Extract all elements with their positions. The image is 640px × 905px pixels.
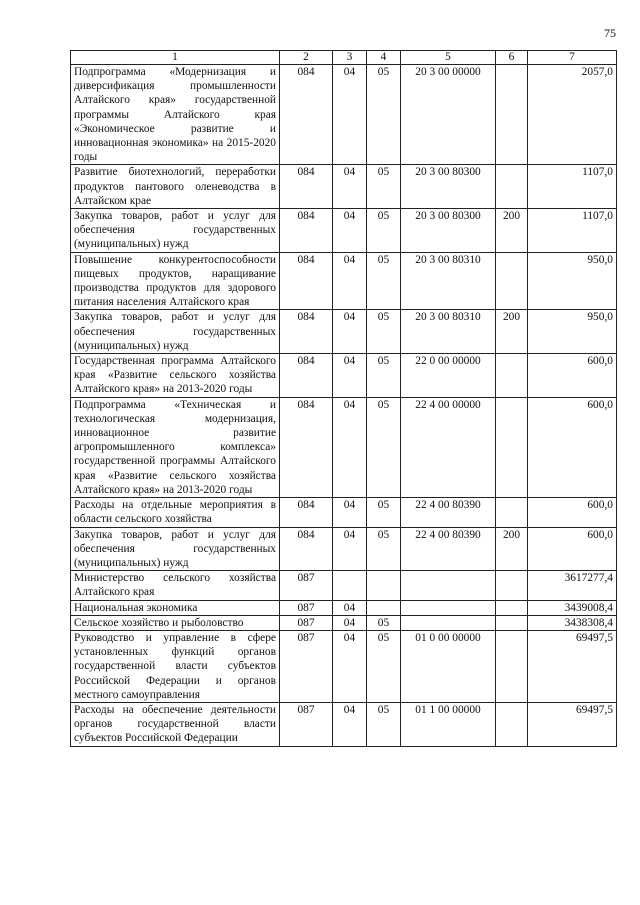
header-cell: 1 xyxy=(71,51,280,65)
target-article-cell xyxy=(401,615,496,630)
amount-cell: 600,0 xyxy=(528,527,617,571)
row-name-cell: Государственная программа Алтайского края «Развитие сельского хозяйства Алтайского края» на 2013-2020 годы xyxy=(71,354,280,398)
row-name-cell: Расходы на отдельные мероприятия в области сельского хозяйства xyxy=(71,498,280,527)
subsection-cell: 05 xyxy=(367,310,401,354)
amount-cell: 1107,0 xyxy=(528,209,617,253)
amount-cell: 3439008,4 xyxy=(528,600,617,615)
table-row xyxy=(71,252,617,310)
subsection-cell xyxy=(367,571,401,600)
ministry-code-cell: 087 xyxy=(280,571,333,600)
header-cell: 6 xyxy=(496,51,528,65)
page-number: 75 xyxy=(604,26,616,40)
expense-type-cell xyxy=(496,65,528,165)
amount-cell: 600,0 xyxy=(528,397,617,497)
target-article-cell: 22 4 00 80390 xyxy=(401,498,496,527)
target-article-cell: 01 1 00 00000 xyxy=(401,702,496,746)
section-cell: 04 xyxy=(333,354,367,398)
row-name-cell: Руководство и управление в сфере установленных функций органов государственной власти субъектов Российской Федерации и органов местного самоуправления xyxy=(71,630,280,702)
expense-type-cell: 200 xyxy=(496,310,528,354)
expense-type-cell xyxy=(496,165,528,209)
ministry-code-cell: 084 xyxy=(280,354,333,398)
section-cell: 04 xyxy=(333,65,367,165)
section-cell: 04 xyxy=(333,527,367,571)
subsection-cell: 05 xyxy=(367,165,401,209)
row-name-cell: Сельское хозяйство и рыболовство xyxy=(71,615,280,630)
table-row xyxy=(71,615,617,630)
section-cell xyxy=(333,571,367,600)
ministry-code-cell: 084 xyxy=(280,165,333,209)
target-article-cell: 22 0 00 00000 xyxy=(401,354,496,398)
ministry-code-cell: 084 xyxy=(280,252,333,310)
ministry-code-cell: 084 xyxy=(280,397,333,497)
section-cell: 04 xyxy=(333,615,367,630)
section-cell: 04 xyxy=(333,252,367,310)
subsection-cell: 05 xyxy=(367,354,401,398)
amount-cell: 3617277,4 xyxy=(528,571,617,600)
header-row xyxy=(71,51,617,65)
table-row xyxy=(71,630,617,702)
row-name-cell: Развитие биотехнологий, переработки продуктов пантового оленеводства в Алтайском крае xyxy=(71,165,280,209)
expense-type-cell xyxy=(496,630,528,702)
section-cell: 04 xyxy=(333,209,367,253)
table-row xyxy=(71,65,617,165)
amount-cell: 950,0 xyxy=(528,310,617,354)
ministry-code-cell: 087 xyxy=(280,600,333,615)
target-article-cell: 20 3 00 00000 xyxy=(401,65,496,165)
amount-cell: 3438308,4 xyxy=(528,615,617,630)
amount-cell: 600,0 xyxy=(528,498,617,527)
expense-type-cell xyxy=(496,571,528,600)
section-cell: 04 xyxy=(333,397,367,497)
subsection-cell: 05 xyxy=(367,527,401,571)
target-article-cell: 22 4 00 80390 xyxy=(401,527,496,571)
ministry-code-cell: 087 xyxy=(280,702,333,746)
budget-table xyxy=(70,50,617,747)
target-article-cell: 01 0 00 00000 xyxy=(401,630,496,702)
header-cell: 5 xyxy=(401,51,496,65)
target-article-cell xyxy=(401,571,496,600)
expense-type-cell xyxy=(496,354,528,398)
ministry-code-cell: 084 xyxy=(280,527,333,571)
section-cell: 04 xyxy=(333,165,367,209)
ministry-code-cell: 087 xyxy=(280,630,333,702)
amount-cell: 2057,0 xyxy=(528,65,617,165)
amount-cell: 600,0 xyxy=(528,354,617,398)
table-row xyxy=(71,397,617,497)
row-name-cell: Закупка товаров, работ и услуг для обеспечения государственных (муниципальных) нужд xyxy=(71,310,280,354)
expense-type-cell xyxy=(496,397,528,497)
section-cell: 04 xyxy=(333,702,367,746)
ministry-code-cell: 084 xyxy=(280,65,333,165)
subsection-cell: 05 xyxy=(367,615,401,630)
expense-type-cell xyxy=(496,498,528,527)
target-article-cell xyxy=(401,600,496,615)
ministry-code-cell: 087 xyxy=(280,615,333,630)
expense-type-cell xyxy=(496,615,528,630)
header-cell: 3 xyxy=(333,51,367,65)
table-row xyxy=(71,702,617,746)
table-row xyxy=(71,600,617,615)
amount-cell: 69497,5 xyxy=(528,630,617,702)
subsection-cell: 05 xyxy=(367,209,401,253)
table-row xyxy=(71,498,617,527)
amount-cell: 1107,0 xyxy=(528,165,617,209)
table-row xyxy=(71,310,617,354)
row-name-cell: Подпрограмма «Техническая и технологическая модернизация, инновационное развитие агропромышленного комплекса» государственной программы Алтайского края «Развитие сельского хозяйства Алтайского края» на 2013-2020 годы xyxy=(71,397,280,497)
section-cell: 04 xyxy=(333,310,367,354)
ministry-code-cell: 084 xyxy=(280,310,333,354)
section-cell: 04 xyxy=(333,498,367,527)
expense-type-cell: 200 xyxy=(496,527,528,571)
expense-type-cell xyxy=(496,702,528,746)
expense-type-cell xyxy=(496,600,528,615)
subsection-cell: 05 xyxy=(367,65,401,165)
target-article-cell: 20 3 00 80300 xyxy=(401,209,496,253)
row-name-cell: Повышение конкурентоспособности пищевых продуктов, наращивание производства продуктов для здорового питания населения Алтайского края xyxy=(71,252,280,310)
header-cell: 2 xyxy=(280,51,333,65)
subsection-cell: 05 xyxy=(367,252,401,310)
table-row xyxy=(71,209,617,253)
table-row xyxy=(71,571,617,600)
target-article-cell: 22 4 00 00000 xyxy=(401,397,496,497)
subsection-cell: 05 xyxy=(367,702,401,746)
section-cell: 04 xyxy=(333,600,367,615)
amount-cell: 950,0 xyxy=(528,252,617,310)
table-row xyxy=(71,354,617,398)
row-name-cell: Подпрограмма «Модернизация и диверсификация промышленности Алтайского края» государственной программы Алтайского края «Экономическое развитие и инновационная экономика» на 2015-2020 годы xyxy=(71,65,280,165)
header-cell: 4 xyxy=(367,51,401,65)
section-cell: 04 xyxy=(333,630,367,702)
row-name-cell: Расходы на обеспечение деятельности органов государственной власти субъектов Российской Федерации xyxy=(71,702,280,746)
subsection-cell: 05 xyxy=(367,630,401,702)
target-article-cell: 20 3 00 80300 xyxy=(401,165,496,209)
subsection-cell xyxy=(367,600,401,615)
ministry-code-cell: 084 xyxy=(280,498,333,527)
expense-type-cell xyxy=(496,252,528,310)
table-row xyxy=(71,165,617,209)
table-row xyxy=(71,527,617,571)
row-name-cell: Национальная экономика xyxy=(71,600,280,615)
subsection-cell: 05 xyxy=(367,397,401,497)
ministry-code-cell: 084 xyxy=(280,209,333,253)
row-name-cell: Закупка товаров, работ и услуг для обеспечения государственных (муниципальных) нужд xyxy=(71,209,280,253)
subsection-cell: 05 xyxy=(367,498,401,527)
row-name-cell: Закупка товаров, работ и услуг для обеспечения государственных (муниципальных) нужд xyxy=(71,527,280,571)
expense-type-cell: 200 xyxy=(496,209,528,253)
target-article-cell: 20 3 00 80310 xyxy=(401,252,496,310)
row-name-cell: Министерство сельского хозяйства Алтайского края xyxy=(71,571,280,600)
amount-cell: 69497,5 xyxy=(528,702,617,746)
header-cell: 7 xyxy=(528,51,617,65)
target-article-cell: 20 3 00 80310 xyxy=(401,310,496,354)
